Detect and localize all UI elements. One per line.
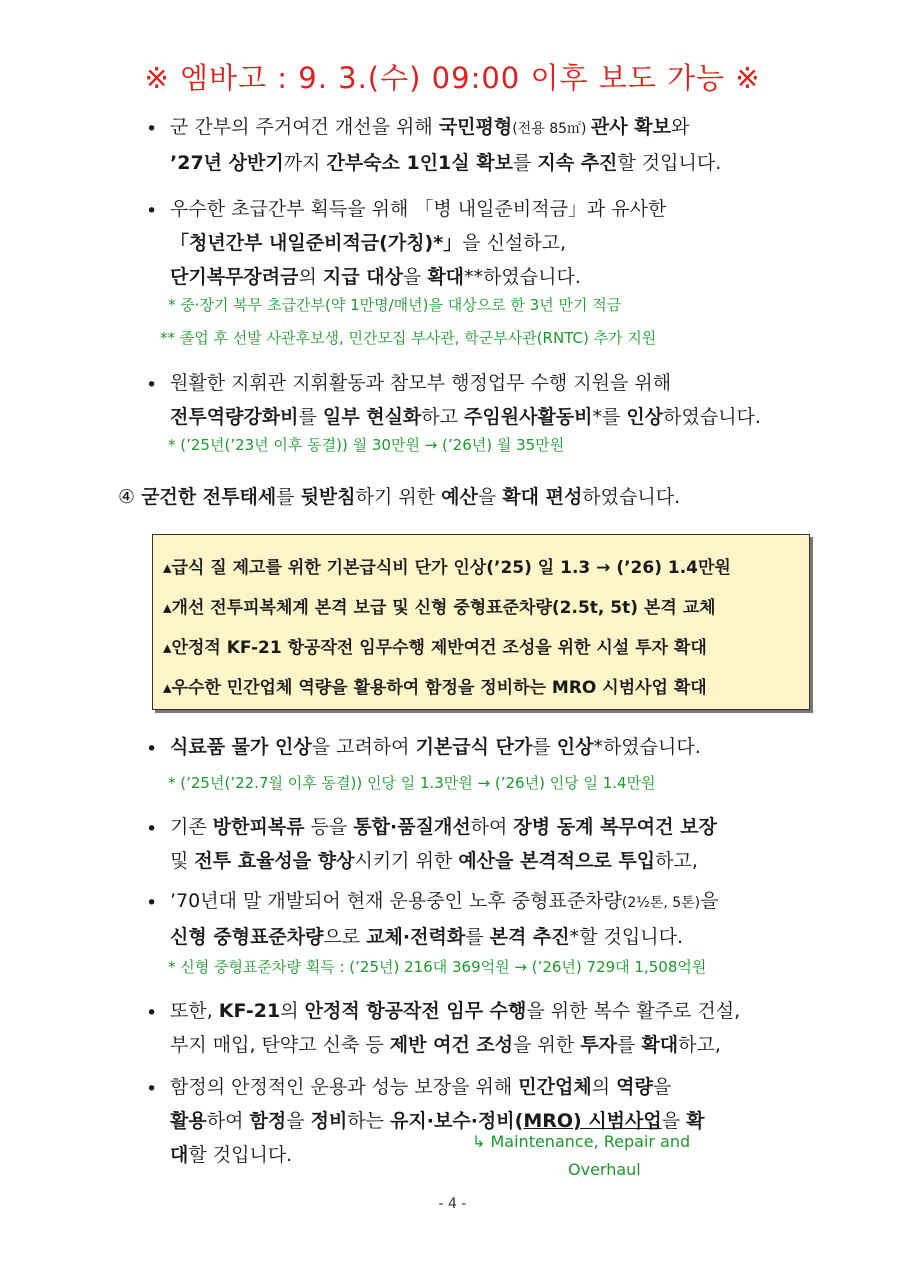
summary-item: ▴급식 질 제고를 위한 기본급식비 단가 인상(’25) 일 1.3 → (’26) 1.4만원 — [163, 558, 731, 578]
paragraph-meal: 식료품 물가 인상을 고려하여 기본급식 단가를 인상*하였습니다. — [170, 736, 701, 758]
footnote: * 중·장기 복무 초급간부(약 1만명/매년)을 대상으로 한 3년 만기 적금 — [168, 296, 622, 314]
summary-item: ▴우수한 민간업체 역량을 활용하여 함정을 정비하는 MRO 시범사업 확대 — [163, 678, 707, 698]
bullet: • — [146, 200, 158, 222]
paragraph-housing: 군 간부의 주거여건 개선을 위해 국민평형(전용 85㎡) 관사 확보와 ’27년 상반기까지 간부숙소 1인1실 확보를 지속 추진할 것입니다. — [170, 116, 722, 174]
embargo-notice: ※ 엠바고 : 9. 3.(수) 09:00 이후 보도 가능 ※ — [144, 61, 761, 95]
paragraph-savings: 우수한 초급간부 획득을 위해 「병 내일준비적금」과 유사한 「청년간부 내일준비적금(가칭)*」을 신설하고, 단기복무장려금의 지급 대상을 확대**하였습니다. — [170, 198, 667, 288]
bullet: • — [146, 892, 158, 914]
mro-annotation: ↳ Maintenance, Repair and Overhaul — [472, 1132, 691, 1179]
summary-box — [152, 534, 810, 710]
bullet: • — [146, 1002, 158, 1024]
footnote: * 신형 중형표준차량 획득 : (’25년) 216대 369억원 → (’26년) 729대 1,508억원 — [168, 958, 707, 976]
summary-item: ▴안정적 KF-21 항공작전 임무수행 제반여건 조성을 위한 시설 투자 확대 — [163, 638, 707, 658]
paragraph-clothing: 기존 방한피복류 등을 통합·품질개선하여 장병 동계 복무여건 보장 및 전투 효율성을 향상시키기 위한 예산을 본격적으로 투입하고, — [170, 816, 717, 872]
bullet: • — [146, 118, 158, 140]
paragraph-mro: 함정의 안정적인 운용과 성능 보장을 위해 민간업체의 역량을 활용하여 함정을 정비하는 유지·보수·정비(MRO) 시범사업을 확 대할 것입니다. — [170, 1076, 705, 1166]
paragraph-command-activity: 원활한 지휘관 지휘활동과 참모부 행정업무 수행 지원을 위해 전투역량강화비를 일부 현실화하고 주임원사활동비*를 인상하였습니다. — [170, 372, 761, 428]
footnote: ** 졸업 후 선발 사관후보생, 민간모집 부사관, 학군부사관(RNTC) 추가 지원 — [160, 329, 657, 347]
footnote: * (’25년(’23년 이후 동결)) 월 30만원 → (’26년) 월 35만원 — [168, 436, 565, 454]
section-heading: ④ 굳건한 전투태세를 뒷받침하기 위한 예산을 확대 편성하였습니다. — [118, 486, 681, 508]
bullet: • — [146, 818, 158, 840]
summary-item: ▴개선 전투피복체계 본격 보급 및 신형 중형표준차량(2.5t, 5t) 본격 교체 — [163, 598, 716, 618]
footnote: * (’25년(’22.7월 이후 동결)) 인당 일 1.3만원 → (’26년) 인당 일 1.4만원 — [168, 774, 656, 792]
bullet: • — [146, 374, 158, 396]
page-number: - 4 - — [438, 1196, 467, 1212]
paragraph-vehicles: ’70년대 말 개발되어 현재 운용중인 노후 중형표준차량(2½톤, 5톤)을 신형 중형표준차량으로 교체·전력화를 본격 추진*할 것입니다. — [170, 890, 719, 948]
bullet: • — [146, 738, 158, 760]
bullet: • — [146, 1078, 158, 1100]
paragraph-kf21: 또한, KF-21의 안정적 항공작전 임무 수행을 위한 복수 활주로 건설, 부지 매입, 탄약고 신축 등 제반 여건 조성을 위한 투자를 확대하고, — [170, 1000, 741, 1056]
